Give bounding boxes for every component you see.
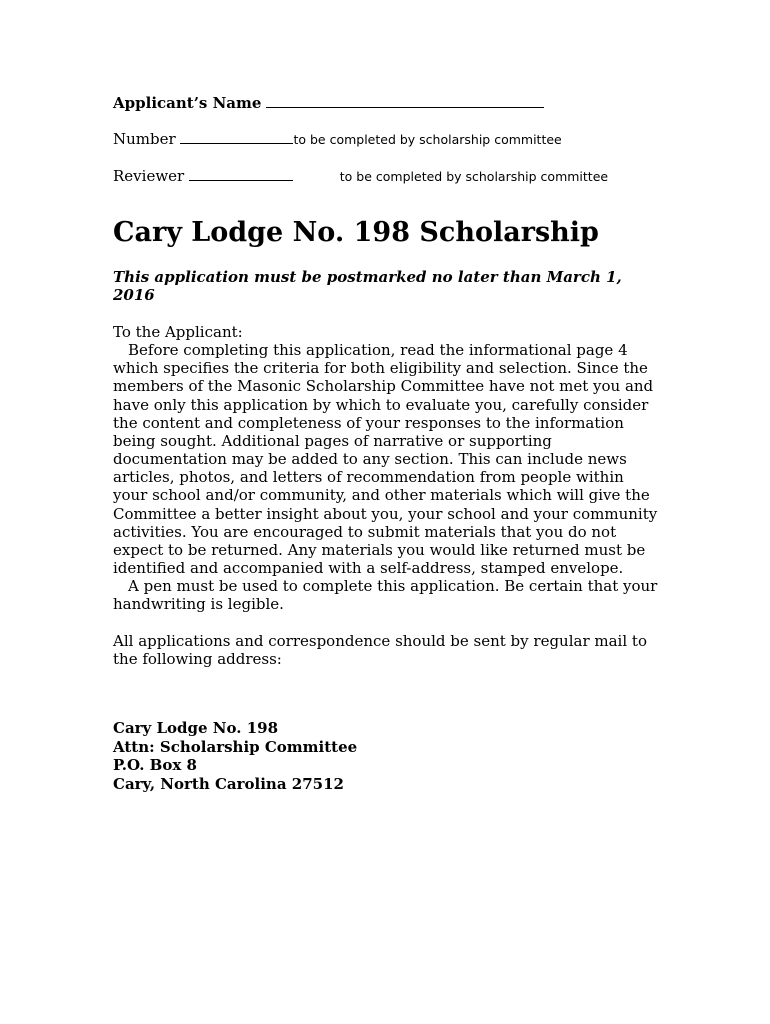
number-blank[interactable] bbox=[180, 129, 293, 144]
instructions-paragraph-2: A pen must be used to complete this application. Be certain that your handwriting is legible. bbox=[113, 577, 658, 614]
applicant-name-label: Applicant’s Name bbox=[113, 94, 262, 112]
reviewer-blank[interactable] bbox=[189, 166, 293, 181]
instructions-body bbox=[113, 323, 661, 668]
instructions-paragraph-3: All applications and correspondence should be sent by regular mail to the following address: bbox=[113, 631, 647, 668]
reviewer-note: to be completed by scholarship committee bbox=[339, 169, 609, 184]
number-field bbox=[113, 129, 562, 148]
document-title: Cary Lodge No. 198 Scholarship bbox=[113, 217, 599, 248]
paragraph-gap bbox=[113, 614, 661, 632]
reviewer-field bbox=[113, 166, 608, 185]
number-label: Number bbox=[113, 130, 176, 148]
salutation: To the Applicant: bbox=[113, 323, 243, 341]
address-line-2: Attn: Scholarship Committee bbox=[113, 737, 358, 756]
address-line-4: Cary, North Carolina 27512 bbox=[113, 774, 344, 793]
applicant-name-field bbox=[113, 93, 544, 112]
address-line-3: P.O. Box 8 bbox=[113, 756, 197, 774]
deadline-notice: This application must be postmarked no later than March 1, 2016 bbox=[113, 268, 622, 304]
instructions-paragraph-1: Before completing this application, read the informational page 4 which specifies the criteria for both eligibility and selection. Since the members of the Masonic Scholarship Committee have not met you and have only this application by which to evaluate you, carefully consider the content and completeness of your responses to the information being sought. Additional pages of narrative or supporting documentation may be added to any section. This can include news articles, photos, and letters of recommendation from people within your school and/or community, and other materials which will give the Committee a better insight about you, your school and your community activities. You are encouraged to submit materials that you do not expect to be returned. Any materials you would like returned must be identified and accompanied with a self-address, stamped envelope. bbox=[113, 341, 658, 578]
address-line-1: Cary Lodge No. 198 bbox=[113, 719, 278, 737]
mailing-address bbox=[113, 719, 357, 793]
applicant-name-blank[interactable] bbox=[266, 93, 544, 108]
reviewer-label: Reviewer bbox=[113, 167, 185, 185]
number-note: to be completed by scholarship committee bbox=[293, 132, 562, 147]
